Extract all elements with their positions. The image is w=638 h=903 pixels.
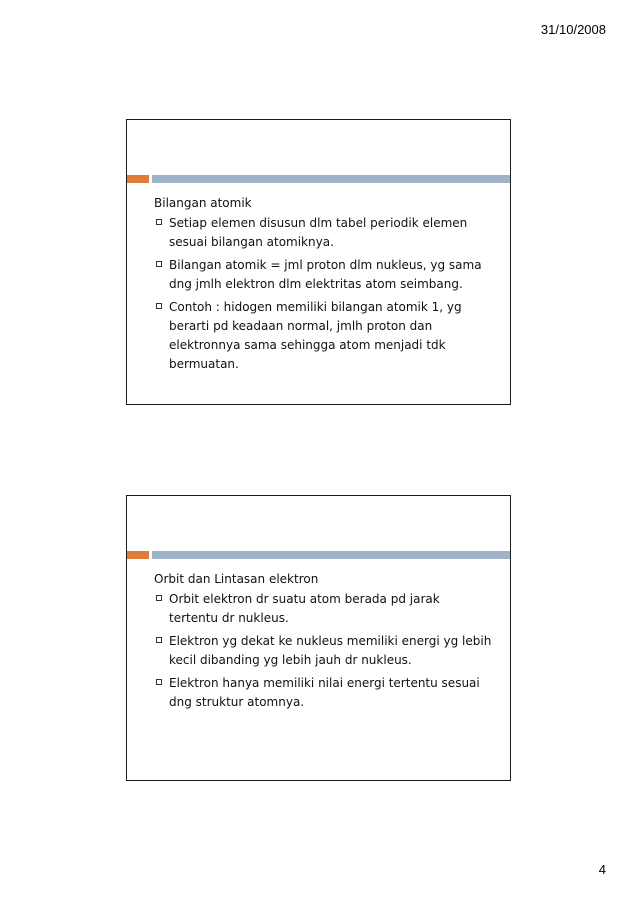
square-bullet-icon — [156, 219, 162, 225]
bullet-text: Orbit elektron dr suatu atom berada pd jarak tertentu dr nukleus. — [169, 592, 440, 625]
square-bullet-icon — [156, 303, 162, 309]
slide-1 — [126, 119, 511, 405]
bullet-item — [154, 256, 492, 294]
square-bullet-icon — [156, 261, 162, 267]
bullet-text: Contoh : hidogen memiliki bilangan atomik 1, yg berarti pd keadaan normal, jmlh proton dan elektronnya sama sehingga atom menjadi tdk bermuatan. — [169, 300, 462, 371]
bullet-item — [154, 674, 492, 712]
slide-content — [154, 570, 492, 716]
bullet-item — [154, 590, 492, 628]
accent-orange-block — [127, 175, 149, 183]
accent-blue-bar — [152, 551, 510, 559]
header-date: 31/10/2008 — [540, 22, 606, 37]
square-bullet-icon — [156, 679, 162, 685]
bullet-list — [154, 590, 492, 712]
slide-accent-bar — [127, 551, 510, 559]
accent-blue-bar — [152, 175, 510, 183]
bullet-list — [154, 214, 492, 374]
bullet-text: Setiap elemen disusun dlm tabel periodik elemen sesuai bilangan atomiknya. — [169, 216, 468, 249]
accent-orange-block — [127, 551, 149, 559]
bullet-item — [154, 298, 492, 374]
slide-2 — [126, 495, 511, 781]
page-number: 4 — [598, 862, 606, 877]
bullet-text: Elektron yg dekat ke nukleus memiliki energi yg lebih kecil dibanding yg lebih jauh dr nukleus. — [169, 634, 492, 667]
slide-title: Bilangan atomik — [154, 196, 252, 210]
bullet-text: Elektron hanya memiliki nilai energi tertentu sesuai dng struktur atomnya. — [169, 676, 480, 709]
square-bullet-icon — [156, 595, 162, 601]
slide-content — [154, 194, 492, 378]
bullet-item — [154, 632, 492, 670]
bullet-item — [154, 214, 492, 252]
slide-title: Orbit dan Lintasan elektron — [154, 572, 319, 586]
square-bullet-icon — [156, 637, 162, 643]
slide-accent-bar — [127, 175, 510, 183]
bullet-text: Bilangan atomik = jml proton dlm nukleus, yg sama dng jmlh elektron dlm elektritas atom seimbang. — [169, 258, 482, 291]
